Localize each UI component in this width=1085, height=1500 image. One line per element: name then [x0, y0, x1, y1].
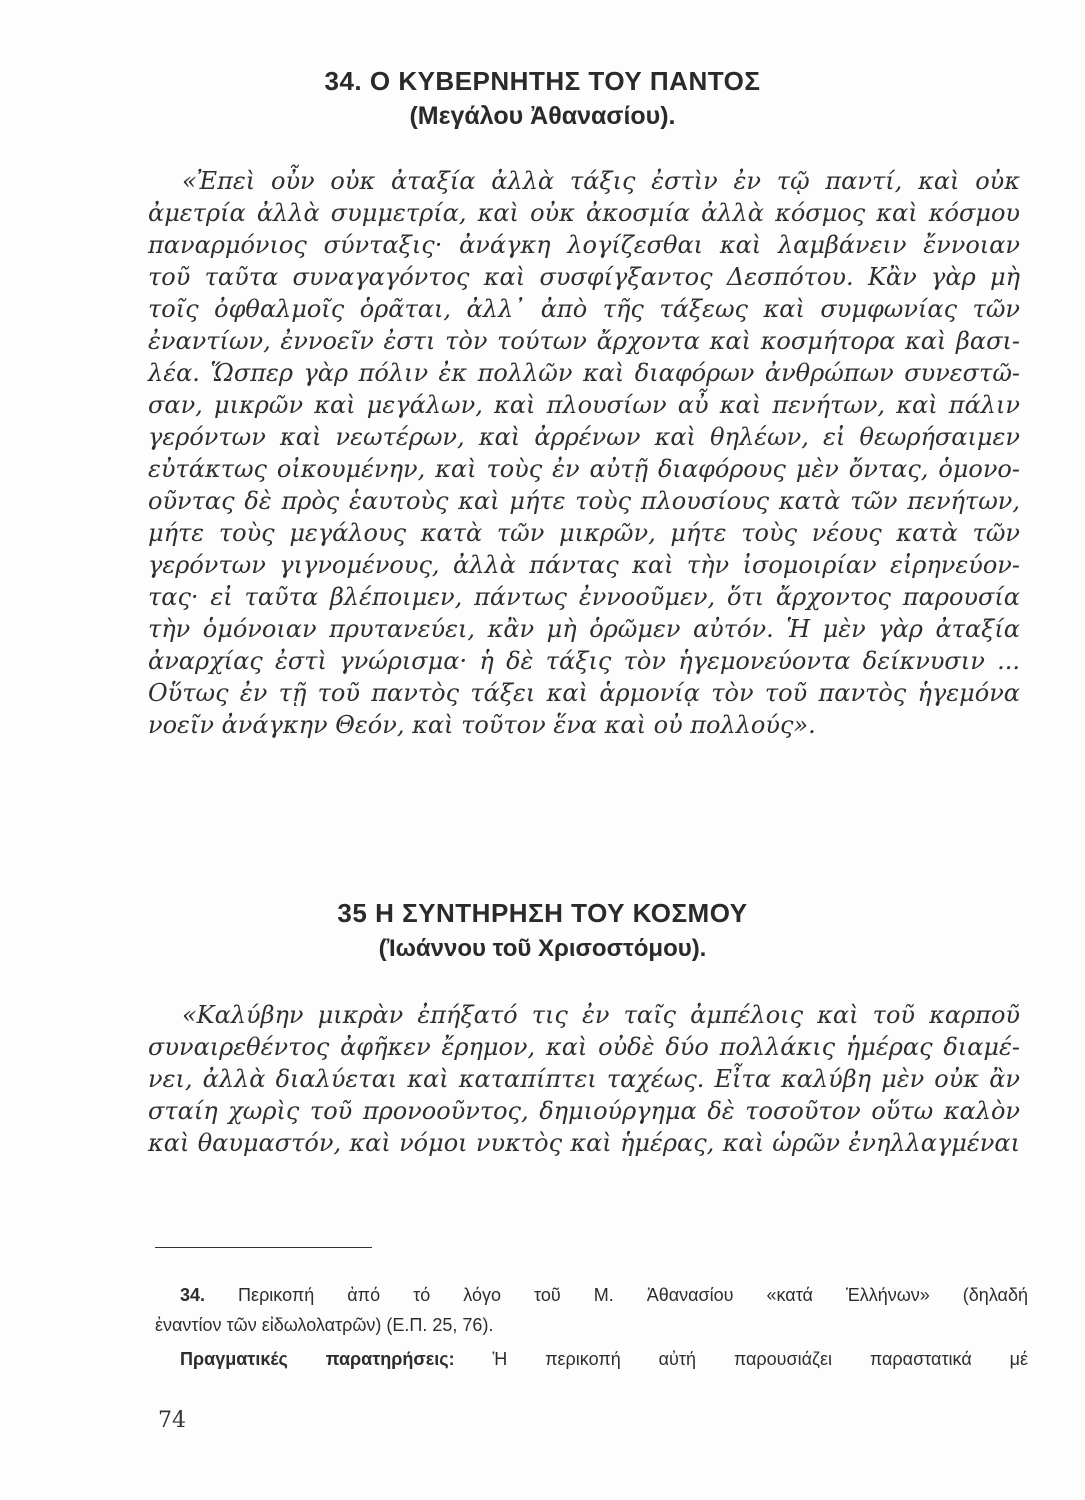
section-34-text-line: ἀναρχίας ἐστὶ γνώρισμα· ἡ δὲ τάξις τὸν ἡγεμονεύοντα δείκνυσιν ... [148, 647, 1020, 675]
section-34-text-line: νοεῖν ἀνάγκην Θεόν, καὶ τοῦτον ἕνα καὶ οὐ πολλούς». [148, 711, 816, 739]
section-34-text-line: ἀμετρία ἀλλὰ συμμετρία, καὶ οὐκ ἀκοσμία ἀλλὰ κόσμος καὶ κόσμου [148, 199, 1020, 227]
section-34-text-line: «Ἐπεὶ οὖν οὐκ ἀταξία ἀλλὰ τάξις ἐστὶν ἐν τῷ παντί, καὶ οὐκ [182, 167, 1020, 195]
section-34-text-line: ἐναντίων, ἐννοεῖν ἐστι τὸν τούτων ἄρχοντα καὶ κοσμήτορα καὶ βασι- [148, 327, 1020, 355]
section-34-text-line: λέα. Ὥσπερ γὰρ πόλιν ἐκ πολλῶν καὶ διαφόρων ἀνθρώπων συνεστῶ- [148, 359, 1020, 387]
section-35-text-line: «Καλύβην μικρὰν ἐπήξατό τις ἐν ταῖς ἀμπέλοις καὶ τοῦ καρποῦ [182, 1001, 1020, 1029]
section-34-text-line: οῦντας δὲ πρὸς ἑαυτοὺς καὶ μήτε τοὺς πλουσίους κατὰ τῶν πενήτων, [148, 487, 1020, 515]
section-34-text-line: Οὕτως ἐν τῇ τοῦ παντὸς τάξει καὶ ἁρμονίᾳ τὸν τοῦ παντὸς ἡγεμόνα [148, 679, 1020, 707]
section-34-text-line: μήτε τοὺς μεγάλους κατὰ τῶν μικρῶν, μήτε τοὺς νέους κατὰ τῶν [148, 519, 1020, 547]
footnote-line: ἐναντίον τῶν εἰδωλολατρῶν) (Ε.Π. 25, 76). [155, 1315, 494, 1335]
page-number: 74 [158, 1408, 186, 1433]
section-35-subtitle: (Ἰωάννου τοῦ Χρισοστόμου). [378, 935, 707, 962]
section-35-text-line: σταίη χωρὶς τοῦ προνοοῦντος, δημιούργημα δὲ τοσοῦτον οὕτω καλὸν [148, 1097, 1020, 1125]
section-34-text-line: τοῦ ταῦτα συναγαγόντος καὶ συσφίγξαντος Δεσπότου. Κἂν γὰρ μὴ [148, 263, 1020, 291]
section-35-text-line: συναιρεθέντος ἀφῆκεν ἔρημον, καὶ οὐδὲ δύο πολλάκις ἡμέρας διαμέ- [148, 1033, 1020, 1061]
section-35-text-line: καὶ θαυμαστόν, καὶ νόμοι νυκτὸς καὶ ἡμέρας, καὶ ὡρῶν ἐνηλλαγμέναι [148, 1129, 1020, 1157]
footnote-number: 34. [180, 1285, 206, 1305]
section-34-text-line: γερόντων γιγνομένους, ἀλλὰ πάντας καὶ τὴν ἰσομοιρίαν εἰρηνεύον- [148, 551, 1020, 579]
section-34-text-line: τας· εἰ ταῦτα βλέποιμεν, πάντως ἐννοοῦμεν, ὅτι ἄρχοντος παρουσία [148, 583, 1020, 611]
footnote-text: Περικοπή ἀπό τό λόγο τοῦ Μ. Ἀθανασίου «κατά Ἑλλήνων» (δηλαδή [238, 1285, 1028, 1305]
section-34-text-line: εὐτάκτως οἰκουμένην, καὶ τοὺς ἐν αὐτῇ διαφόρους μὲν ὄντας, ὁμονο- [148, 455, 1020, 483]
section-34-title: 34. Ο ΚΥΒΕΡΝΗΤΗΣ ΤΟΥ ΠΑΝΤΟΣ [324, 66, 761, 96]
section-34-text-line: σαν, μικρῶν καὶ μεγάλων, καὶ πλουσίων αὖ καὶ πενήτων, καὶ πάλιν [148, 391, 1020, 419]
section-35-title: 35 Η ΣΥΝΤΗΡΗΣΗ ΤΟΥ ΚΟΣΜΟΥ [337, 898, 748, 928]
section-34-text-line: παναρμόνιος σύνταξις· ἀνάγκη λογίζεσθαι καὶ λαμβάνειν ἔννοιαν [148, 231, 1020, 259]
section-34-text-line: γερόντων καὶ νεωτέρων, καὶ ἀρρένων καὶ θηλέων, εἰ θεωρήσαιμεν [148, 423, 1020, 451]
footnote-line [180, 1346, 1028, 1372]
footnote-divider [155, 1247, 372, 1248]
section-35-text-line: νει, ἀλλὰ διαλύεται καὶ καταπίπτει ταχέως. Εἶτα καλύβη μὲν οὐκ ἂν [148, 1065, 1020, 1093]
footnote-line [180, 1282, 1028, 1308]
section-34-text-line: τοῖς ὀφθαλμοῖς ὁρᾶται, ἀλλ᾽ ἀπὸ τῆς τάξεως καὶ συμφωνίας τῶν [148, 295, 1020, 323]
footnote-text: Ἡ περικοπή αὐτή παρουσιάζει παραστατικά μέ [492, 1349, 1028, 1369]
section-34-subtitle: (Μεγάλου Ἀθανασίου). [409, 102, 676, 130]
section-34-text-line: τὴν ὁμόνοιαν πρυτανεύει, κἂν μὴ ὁρῶμεν αὐτόν. Ἡ μὲν γὰρ ἀταξία [148, 615, 1020, 643]
footnote-label: Πραγματικές παρατηρήσεις: [180, 1349, 455, 1369]
